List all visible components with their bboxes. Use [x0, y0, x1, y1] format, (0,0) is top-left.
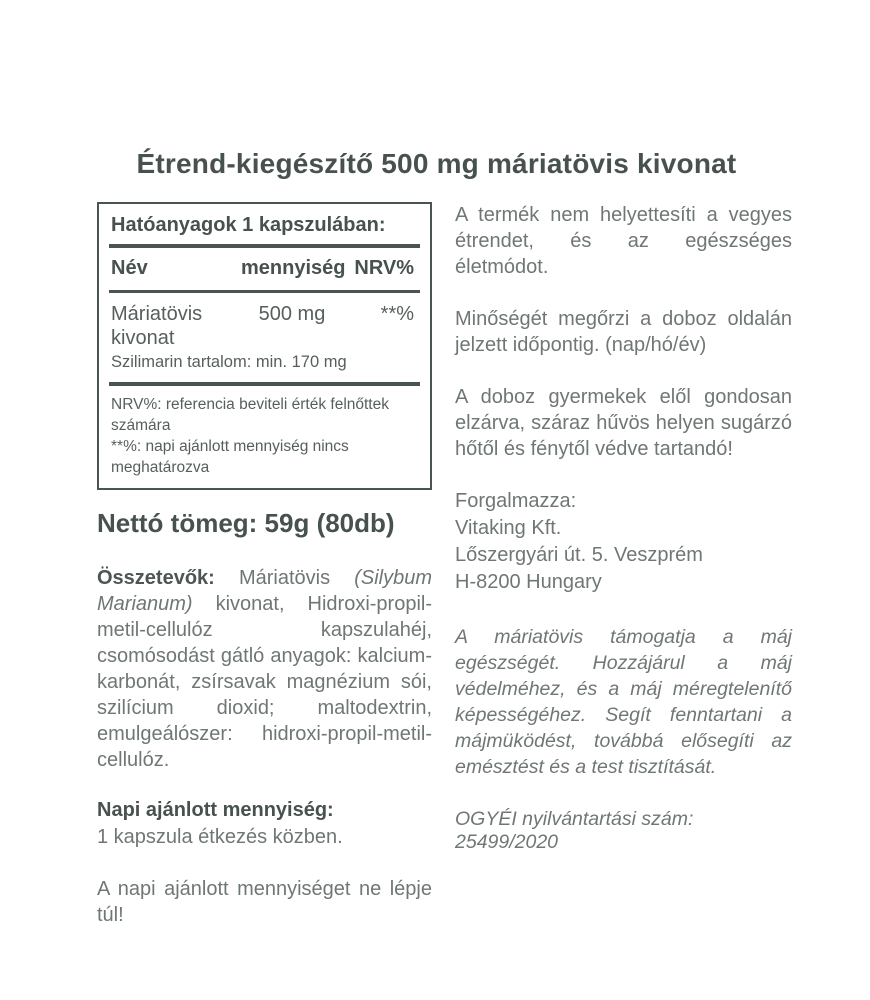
silymarin-content: Szilimarin tartalom: min. 170 mg [111, 352, 347, 371]
storage-paragraph: A doboz gyermekek elől gondosan elzárva, száraz hűvös helyen sugárzó hőtől és fénytől védve tartandó! [455, 386, 792, 460]
footnote-nrv: NRV%: referencia beviteli érték felnőttek számára [111, 395, 389, 434]
ingredient-nrv: **% [380, 302, 415, 325]
left-column [97, 202, 432, 928]
registration-number: OGYÉI nyilvántartási szám: 25499/2020 [455, 808, 694, 853]
balanced-diet-paragraph: A termék nem helyettesíti a vegyes étrendet, és az egészséges életmódot. [455, 204, 792, 278]
ingredient-amount: 500 mg [258, 302, 326, 325]
ingredients-latin-name: (Silybum Marianum) [97, 566, 432, 615]
column-header-nrv: NRV% [354, 257, 415, 279]
distributor-label: Forgalmazza: [455, 490, 577, 512]
table-heading: Hatóanyagok 1 kapszulában: [111, 214, 386, 236]
table-row [109, 293, 420, 350]
ingredients-label: Összetevők: [97, 566, 215, 589]
distributor-country: H-8200 Hungary [455, 571, 602, 593]
table-header-row [109, 248, 420, 290]
column-header-name: Név [111, 257, 148, 279]
daily-warning: A napi ajánlott mennyiséget ne lépje túl! [97, 877, 432, 926]
distributor-company: Vitaking Kft. [455, 517, 562, 539]
right-column [455, 202, 792, 928]
distributor-block [455, 488, 792, 596]
daily-amount-heading: Napi ajánlott mennyiség: [97, 798, 334, 821]
ingredient-name: Máriatövis kivonat [111, 302, 203, 349]
ingredients-text-1: Máriatövis [214, 566, 355, 589]
label-columns [97, 202, 792, 928]
daily-amount-text: 1 kapszula étkezés közben. [97, 825, 343, 848]
ingredients-paragraph [97, 565, 432, 773]
column-header-amount: mennyiség [241, 257, 346, 279]
page-title: Étrend-kiegészítő 500 mg máriatövis kivonat [136, 148, 737, 179]
table-footnotes [109, 386, 420, 478]
active-ingredients-table [97, 202, 432, 490]
distributor-street: Lőszergyári út. 5. Veszprém [455, 544, 703, 566]
health-claims-paragraph: A máriatövis támogatja a máj egészségét. Hozzájárul a máj védelméhez, és a máj méregtelenítő képességéhez. Segít fenntartani a májmüködést, továbbá elősegíti az emésztést és a test tisztítását. [455, 626, 792, 778]
ingredients-text-2: kivonat, Hidroxi-propil-metil-cellulóz kapszulahéj, csomósodást gátló anyagok: kalcium-karbonát, zsírsavak magnézium sói, szilícium dioxid; maltodextrin, emulgeálószer: hidroxi-propil-metil-cellulóz. [97, 592, 432, 771]
quality-paragraph: Minőségét megőrzi a doboz oldalán jelzett időpontig. (nap/hó/év) [455, 308, 792, 356]
footnote-asterisk: **%: napi ajánlott mennyiség nincs meghatározva [111, 437, 349, 476]
net-weight: Nettó tömeg: 59g (80db) [97, 507, 395, 538]
